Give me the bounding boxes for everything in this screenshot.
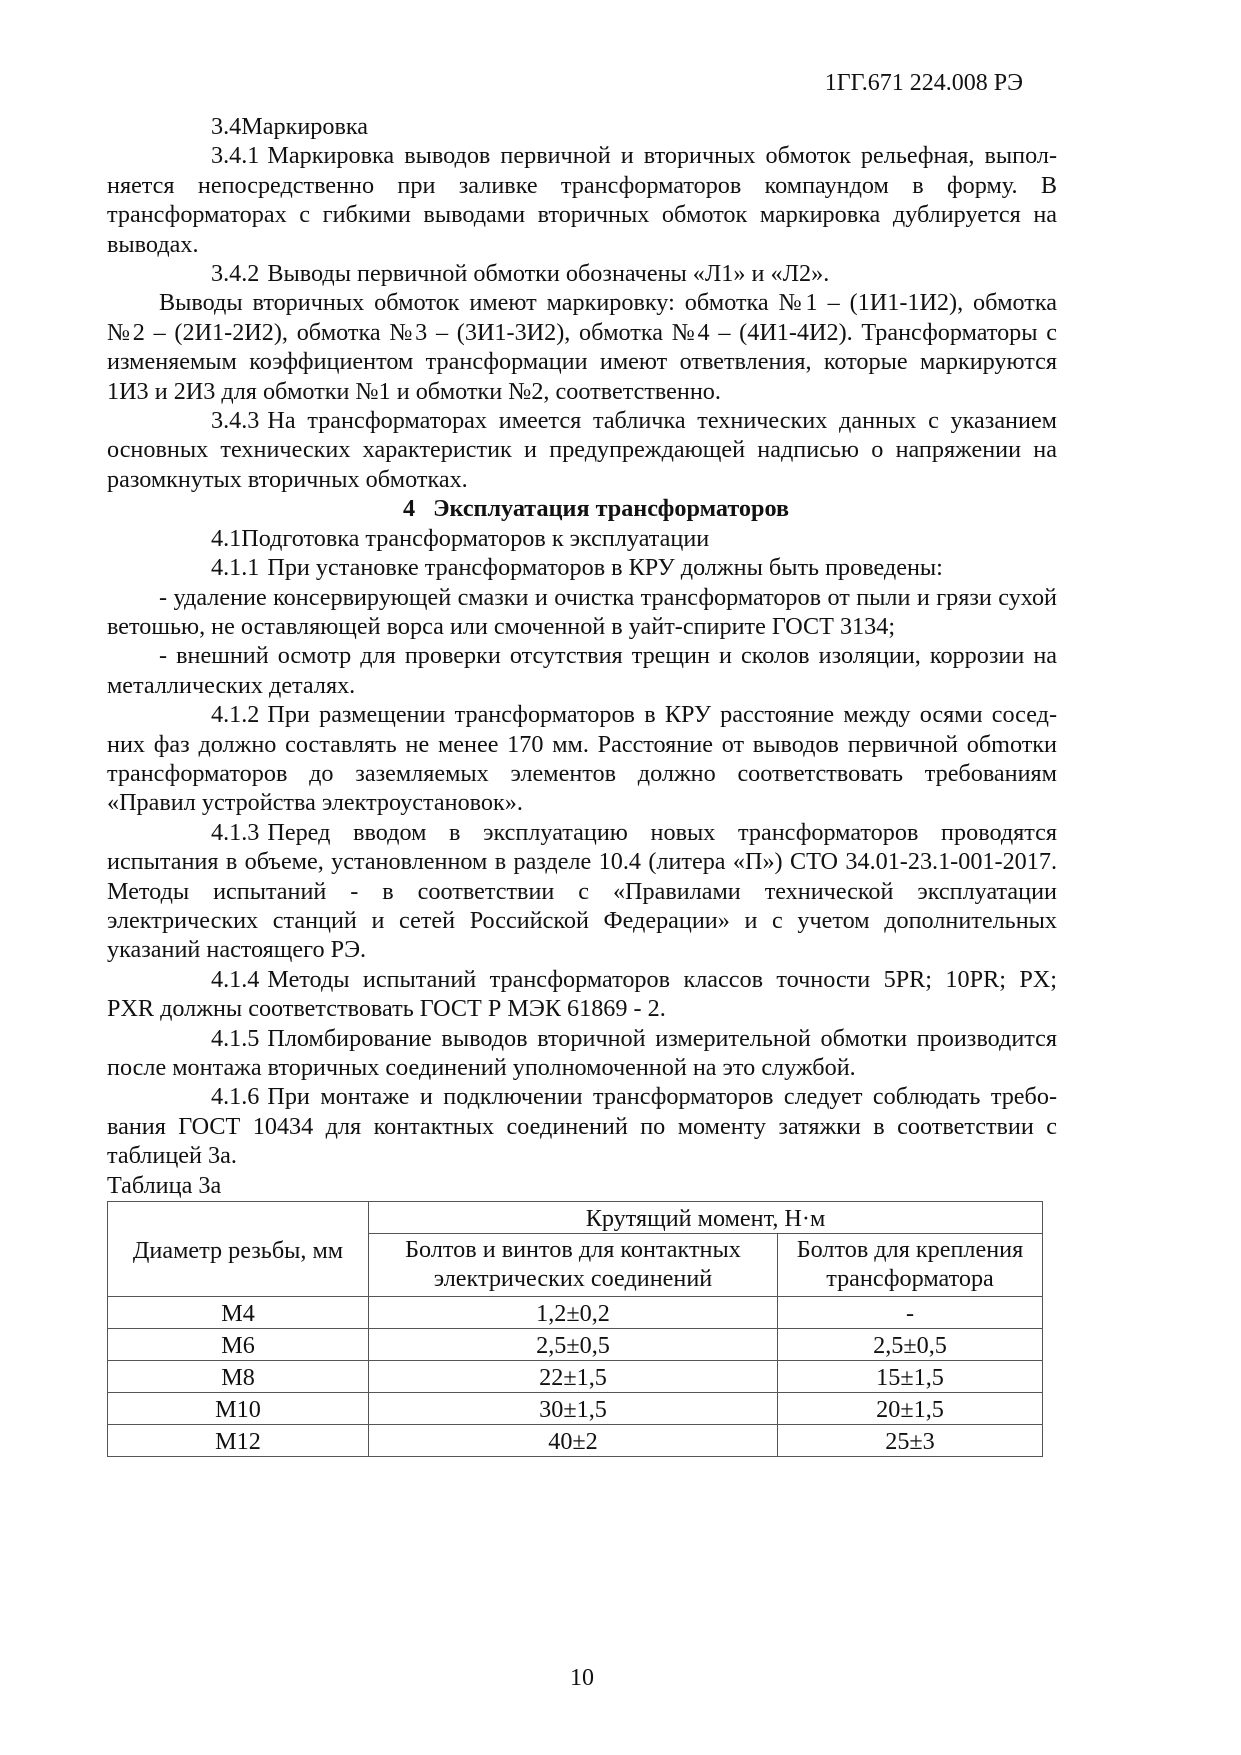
section-title: Маркировка — [241, 113, 368, 140]
subsection-number: 4.1 — [211, 524, 242, 552]
paragraph-text: Методы испытаний трансформаторов классов точности 5PR; 10PR; PX; PXR должны соответствовать ГОСТ Р МЭК 61869 - 2. — [107, 965, 1057, 1023]
cell-contact-torque: 22±1,5 — [369, 1361, 778, 1393]
paragraph-4-1-3 — [107, 818, 1057, 965]
paragraph-number: 3.4.3 — [211, 407, 260, 435]
paragraph-4-1-1 — [107, 553, 1057, 582]
bullet-item — [107, 641, 1057, 700]
cell-contact-torque: 1,2±0,2 — [369, 1297, 778, 1329]
table-row — [108, 1393, 1043, 1425]
cell-diameter: М4 — [108, 1297, 369, 1329]
cell-diameter: М6 — [108, 1329, 369, 1361]
paragraph-number: 4.1.5 — [211, 1024, 260, 1052]
document-body — [107, 112, 1057, 1457]
cell-mounting-torque: 2,5±0,5 — [778, 1329, 1043, 1361]
paragraph-text: Выводы первичной обмотки обозначены «Л1» и «Л2». — [267, 260, 830, 288]
paragraph-3-4-3 — [107, 406, 1057, 494]
cell-contact-torque: 40±2 — [369, 1425, 778, 1457]
paragraph-4-1-2 — [107, 700, 1057, 818]
table-row — [108, 1425, 1043, 1457]
page-number: 10 — [570, 1665, 594, 1691]
paragraph-text: При установке трансформаторов в КРУ должны быть проведены: — [267, 554, 943, 582]
cell-mounting-torque: 20±1,5 — [778, 1393, 1043, 1425]
paragraph-number: 4.1.3 — [211, 818, 260, 846]
paragraph-4-1-6 — [107, 1082, 1057, 1170]
table-caption: Таблица 3а — [107, 1171, 222, 1199]
cell-contact-torque: 2,5±0,5 — [369, 1329, 778, 1361]
paragraph-4-1-5 — [107, 1024, 1057, 1083]
table-row — [108, 1329, 1043, 1361]
cell-diameter: М12 — [108, 1425, 369, 1457]
subsection-4-1-heading — [107, 524, 1057, 553]
bullet-item — [107, 583, 1057, 642]
paragraph-3-4-1 — [107, 141, 1057, 259]
cell-mounting-torque: - — [778, 1297, 1043, 1329]
paragraph-text: Выводы вторичных обмоток имеют маркировку: обмотка №1 – (1И1-1И2), обмотка №2 – (2И1-2И2), обмотка №3 – (3И1-3И2), обмотка №4 – (4И1-4И2). Трансформаторы с изменяемым коэффициентом трансформации имеют ответвления, которые маркируются 1И3 и 2И3 для обмотки №1 и обмотки №2, соответственно. — [107, 289, 1057, 405]
cell-diameter: М8 — [108, 1361, 369, 1393]
paragraph-text: Перед вводом в эксплуатацию новых трансформаторов проводятся испытания в объеме, установленном в разделе 10.4 (литера «П») СТО 34.01-23.1-001-2017. Методы испытаний - в соответствии с «Правилами технической эксплуатации электрических станций и сетей Российской Федерации» и с учетом дополнительных указаний настоящего РЭ. — [107, 818, 1057, 964]
bullet-text: - внешний осмотр для проверки отсутствия трещин и сколов изоляции, коррозии на металлических деталях. — [107, 642, 1057, 699]
paragraph-4-1-4 — [107, 965, 1057, 1024]
paragraph-text: При размещении трансформаторов в КРУ расстояние между осями соседних фаз должно составлять не менее 170 мм. Расстояние от выводов первичной обmотки трансформаторов до заземляемых элементов должно соответствовать требованиям «Правил устройства электроустановок». — [107, 701, 1057, 817]
paragraph-number: 4.1.2 — [211, 701, 260, 729]
table-row — [108, 1297, 1043, 1329]
paragraph-number: 4.1.6 — [211, 1083, 260, 1111]
paragraph-text: Маркировка выводов первичной и вторичных обмоток рельефная, выполняется непосредственно при заливке трансформаторов компаундом в форму. В трансформаторах с гибкими выводами вторичных обмоток маркировка дублируется на выводах. — [107, 142, 1057, 258]
torque-table — [107, 1201, 1043, 1457]
paragraph-number: 3.4.2 — [211, 260, 260, 288]
cell-diameter: М10 — [108, 1393, 369, 1425]
document-code-header: 1ГГ.671 224.008 РЭ — [824, 70, 1023, 96]
section-number: 3.4 — [211, 113, 242, 140]
header-thread-diameter: Диаметр резьбы, мм — [108, 1202, 369, 1297]
section-number: 4 — [402, 495, 416, 523]
header-mounting-bolts: Болтов для крепления трансформатора — [778, 1234, 1043, 1297]
cell-contact-torque: 30±1,5 — [369, 1393, 778, 1425]
cell-mounting-torque: 25±3 — [778, 1425, 1043, 1457]
bullet-text: - удаление консервирующей смазки и очистка трансформаторов от пыли и грязи сухой ветошью, не оставляющей ворса или смоченной в уайт-спирите ГОСТ 3134; — [107, 583, 1057, 640]
table-row — [108, 1361, 1043, 1393]
paragraph-3-4-2-continued — [107, 288, 1057, 406]
section-title: Эксплуатация трансформаторов — [433, 495, 790, 523]
paragraph-text: На трансформаторах имеется табличка технических данных с указанием основных технических характеристик и предупреждающей надписью о напряжении на разомкнутых вторичных обмотках. — [107, 407, 1057, 493]
header-torque-group: Крутящий момент, Н·м — [369, 1202, 1043, 1234]
paragraph-number: 3.4.1 — [211, 142, 260, 170]
paragraph-text: При монтаже и подключении трансформаторов следует соблюдать требования ГОСТ 10434 для контактных соединений по моменту затяжки в соответствии с таблицей 3а. — [107, 1083, 1057, 1170]
paragraph-number: 4.1.4 — [211, 965, 260, 993]
cell-mounting-torque: 15±1,5 — [778, 1361, 1043, 1393]
paragraph-3-4-2 — [107, 259, 1057, 288]
paragraph-number: 4.1.1 — [211, 554, 260, 582]
header-contact-bolts: Болтов и винтов для контактных электрических соединений — [369, 1234, 778, 1297]
subsection-title: Подготовка трансформаторов к эксплуатации — [241, 524, 710, 552]
section-4-heading — [107, 494, 1057, 523]
section-3-4-heading — [107, 112, 1057, 141]
paragraph-text: Пломбирование выводов вторичной измерительной обмотки производится после монтажа вторичных соединений уполномоченной на это службой. — [107, 1024, 1057, 1081]
